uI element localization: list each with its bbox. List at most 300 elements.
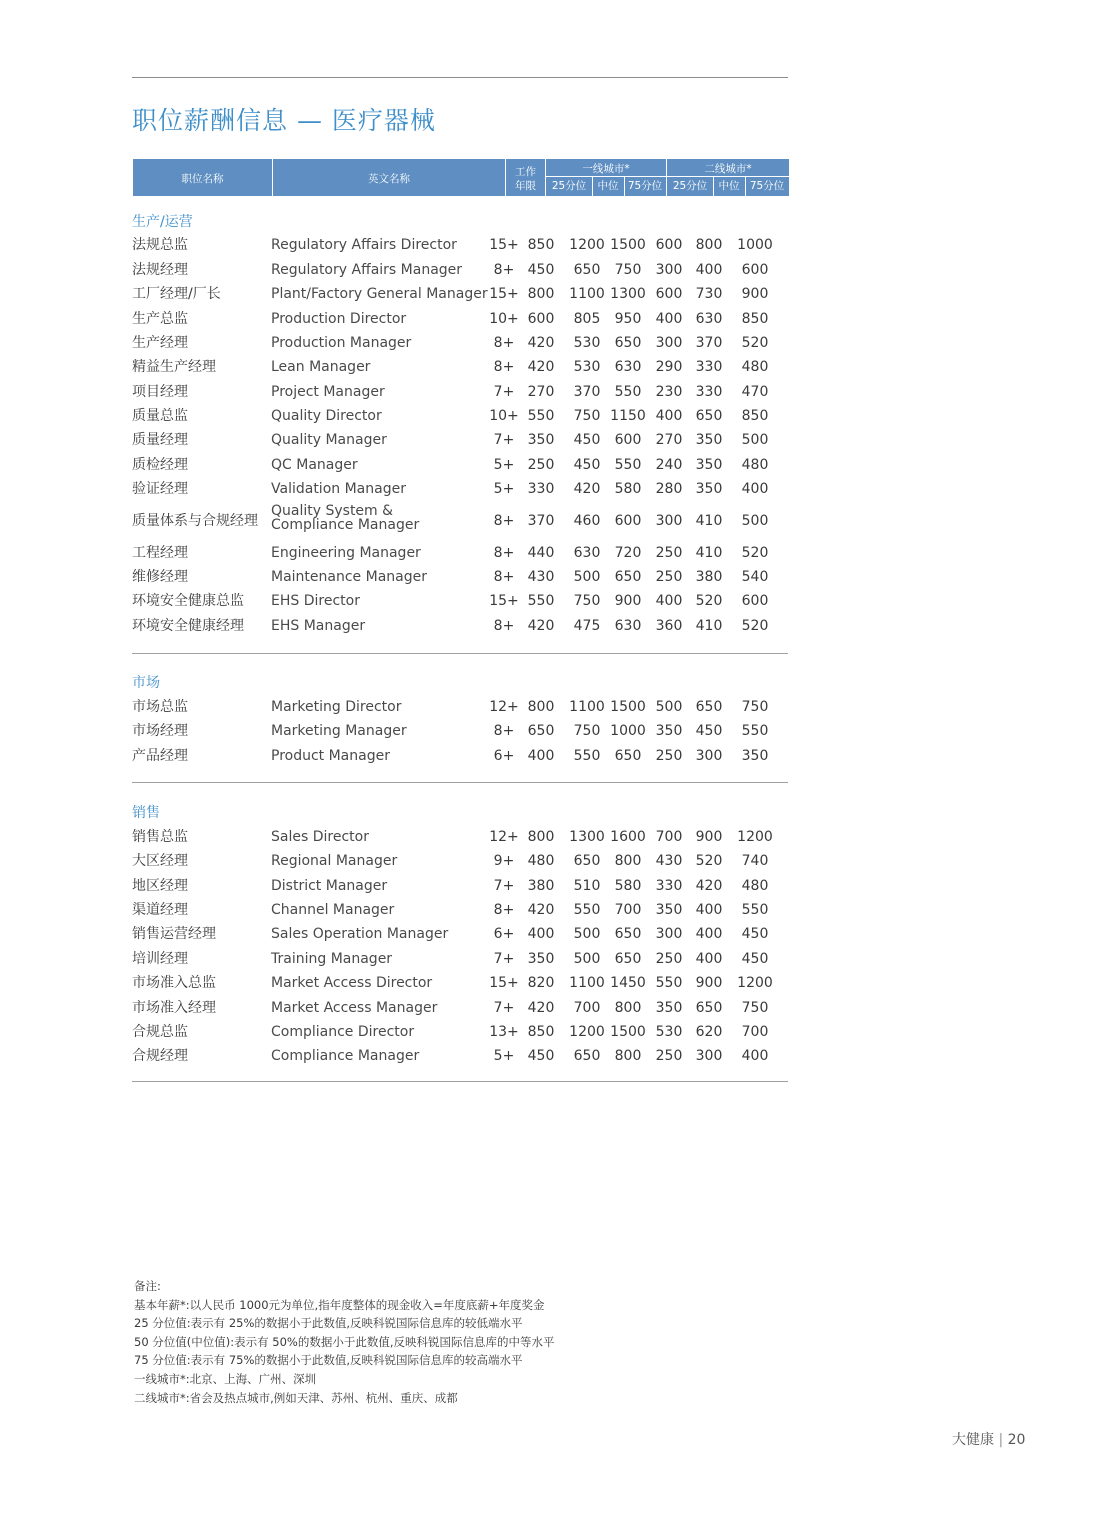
years-cell: 8+: [493, 618, 515, 634]
position-cn: 质量总监: [132, 408, 188, 424]
position-en-line: Lean Manager: [271, 359, 371, 375]
salary-cell: 1300: [610, 286, 646, 302]
salary-cell: 600: [614, 513, 642, 529]
salary-cell: 750: [741, 699, 769, 715]
salary-cell: 410: [695, 545, 723, 561]
salary-cell: 600: [741, 262, 769, 278]
salary-cell: 550: [573, 902, 601, 918]
position-en-line: Regional Manager: [271, 853, 398, 869]
salary-cell: 290: [655, 359, 683, 375]
years-cell: 13+: [489, 1024, 519, 1040]
table-row: [0, 544, 1102, 568]
salary-cell: 350: [741, 748, 769, 764]
years-cell: 10+: [489, 311, 519, 327]
salary-cell: 750: [573, 593, 601, 609]
salary-cell: 550: [527, 593, 555, 609]
position-en-line: Channel Manager: [271, 902, 395, 918]
table-row: [0, 698, 1102, 722]
section-title: 销售: [132, 805, 160, 821]
header-t2-median: 中位: [718, 180, 740, 192]
table-row: [0, 261, 1102, 285]
header-t1-p75: 75分位: [627, 180, 663, 192]
header-t2-p75: 75分位: [749, 180, 785, 192]
salary-cell: 650: [695, 408, 723, 424]
years-cell: 8+: [493, 723, 515, 739]
position-en-line: Regulatory Affairs Manager: [271, 262, 463, 278]
position-en: [271, 407, 382, 425]
header-en-name: 英文名称: [368, 173, 410, 185]
salary-cell: 820: [527, 975, 555, 991]
salary-cell: 440: [527, 545, 555, 561]
salary-cell: 350: [695, 432, 723, 448]
salary-cell: 540: [741, 569, 769, 585]
years-cell: 8+: [493, 569, 515, 585]
salary-cell: 420: [527, 618, 555, 634]
salary-cell: 360: [655, 618, 683, 634]
position-en-line: Market Access Manager: [271, 1000, 438, 1016]
note-line: 二线城市*:省会及热点城市,例如天津、苏州、杭州、重庆、成都: [134, 1390, 458, 1405]
position-cn: 精益生产经理: [132, 359, 216, 375]
position-en: [271, 568, 427, 586]
salary-cell: 350: [695, 481, 723, 497]
years-cell: 8+: [493, 513, 515, 529]
years-cell: 7+: [493, 878, 515, 894]
years-cell: 8+: [493, 262, 515, 278]
table-row: [0, 852, 1102, 876]
position-en: [271, 285, 488, 303]
note-line: 75 分位值:表示有 75%的数据小于此数值,反映科锐国际信息库的较高端水平: [134, 1353, 523, 1368]
position-en: [271, 383, 385, 401]
salary-cell: 400: [695, 951, 723, 967]
salary-cell: 850: [741, 311, 769, 327]
table-row: [0, 722, 1102, 746]
note-line: 25 分位值:表示有 25%的数据小于此数值,反映科锐国际信息库的较低端水平: [134, 1316, 523, 1331]
position-cn: 渠道经理: [132, 902, 188, 918]
salary-cell: 530: [655, 1024, 683, 1040]
years-cell: 8+: [493, 545, 515, 561]
salary-cell: 250: [655, 1048, 683, 1064]
table-row: [0, 431, 1102, 455]
salary-cell: 480: [527, 853, 555, 869]
salary-cell: 600: [655, 237, 683, 253]
salary-cell: 730: [695, 286, 723, 302]
salary-cell: 650: [614, 569, 642, 585]
position-en: [271, 480, 406, 498]
page-footer: [952, 1429, 1025, 1449]
salary-cell: 600: [741, 593, 769, 609]
salary-cell: 700: [573, 1000, 601, 1016]
position-en: [271, 334, 411, 352]
position-en: [271, 544, 421, 562]
salary-cell: 350: [695, 457, 723, 473]
header-tier1: 一线城市*: [582, 163, 630, 175]
header-t1-p25: 25分位: [551, 180, 587, 192]
table-row: [0, 950, 1102, 974]
position-en-line: Marketing Director: [271, 699, 402, 715]
header-divider: [713, 177, 714, 196]
table-row: [0, 747, 1102, 771]
salary-cell: 270: [527, 384, 555, 400]
salary-cell: 850: [741, 408, 769, 424]
salary-cell: 400: [527, 748, 555, 764]
salary-cell: 300: [655, 335, 683, 351]
salary-cell: 580: [614, 481, 642, 497]
salary-cell: 1200: [737, 829, 773, 845]
position-cn: 生产经理: [132, 335, 188, 351]
position-en-line: Sales Operation Manager: [271, 926, 449, 942]
salary-cell: 1100: [569, 699, 605, 715]
position-en-line: Marketing Manager: [271, 723, 407, 739]
salary-cell: 300: [655, 513, 683, 529]
position-en-line: Production Manager: [271, 335, 412, 351]
salary-cell: 300: [695, 1048, 723, 1064]
position-en: [271, 901, 394, 919]
header-divider: [745, 177, 746, 196]
salary-cell: 1000: [610, 723, 646, 739]
years-cell: 6+: [493, 926, 515, 942]
salary-cell: 550: [614, 384, 642, 400]
salary-cell: 530: [573, 359, 601, 375]
salary-cell: 800: [695, 237, 723, 253]
position-en: [271, 310, 406, 328]
position-en-line: Compliance Director: [271, 1024, 415, 1040]
salary-cell: 1500: [610, 699, 646, 715]
salary-cell: 750: [614, 262, 642, 278]
note-line: 一线城市*:北京、上海、广州、深圳: [134, 1371, 317, 1386]
salary-cell: 410: [695, 513, 723, 529]
salary-cell: 470: [741, 384, 769, 400]
salary-cell: 380: [527, 878, 555, 894]
position-cn: 维修经理: [132, 569, 188, 585]
position-en: [271, 617, 365, 635]
salary-cell: 650: [614, 951, 642, 967]
position-en-line: Production Director: [271, 311, 407, 327]
table-row: [0, 877, 1102, 901]
salary-cell: 450: [695, 723, 723, 739]
table-row: [0, 828, 1102, 852]
years-cell: 15+: [489, 975, 519, 991]
years-cell: 12+: [489, 699, 519, 715]
position-cn: 工厂经理/厂长: [132, 286, 221, 302]
salary-cell: 720: [614, 545, 642, 561]
salary-cell: 500: [573, 926, 601, 942]
position-cn: 法规总监: [132, 237, 188, 253]
position-cn: 市场总监: [132, 699, 188, 715]
section-divider: [132, 1081, 788, 1082]
years-cell: 15+: [489, 593, 519, 609]
years-cell: 7+: [493, 1000, 515, 1016]
table-row: [0, 334, 1102, 358]
salary-cell: 520: [695, 853, 723, 869]
position-en: [271, 950, 392, 968]
years-cell: 8+: [493, 359, 515, 375]
header-cn-name: 职位名称: [181, 173, 224, 185]
salary-cell: 1300: [569, 829, 605, 845]
salary-cell: 450: [741, 951, 769, 967]
salary-cell: 370: [527, 513, 555, 529]
position-cn: 合规经理: [132, 1048, 188, 1064]
salary-cell: 1200: [569, 237, 605, 253]
salary-cell: 650: [614, 748, 642, 764]
header-years-line1: 工作: [515, 166, 536, 178]
position-en: [271, 877, 387, 895]
page-number: 20: [1007, 1432, 1026, 1448]
position-cn: 地区经理: [132, 878, 188, 894]
position-en: [271, 1023, 414, 1041]
note-line: 基本年薪*:以人民币 1000元为单位,指年度整体的现金收入=年度底薪+年度奖金: [134, 1297, 545, 1312]
salary-cell: 510: [573, 878, 601, 894]
table-row: [0, 1047, 1102, 1071]
position-en: [271, 999, 437, 1017]
salary-cell: 420: [527, 1000, 555, 1016]
salary-cell: 620: [695, 1024, 723, 1040]
salary-cell: 500: [655, 699, 683, 715]
position-en: [271, 852, 397, 870]
salary-cell: 630: [695, 311, 723, 327]
table-row: [0, 925, 1102, 949]
position-cn: 环境安全健康经理: [132, 618, 244, 634]
years-cell: 10+: [489, 408, 519, 424]
salary-cell: 475: [573, 618, 601, 634]
salary-cell: 370: [695, 335, 723, 351]
position-cn: 质量体系与合规经理: [132, 513, 258, 529]
salary-cell: 250: [655, 569, 683, 585]
salary-cell: 1600: [610, 829, 646, 845]
position-en: [271, 431, 387, 449]
salary-cell: 800: [527, 829, 555, 845]
salary-cell: 650: [695, 1000, 723, 1016]
position-en-line: Validation Manager: [271, 481, 406, 497]
salary-cell: 1500: [610, 1024, 646, 1040]
salary-cell: 420: [527, 335, 555, 351]
salary-cell: 400: [741, 481, 769, 497]
top-rule: [132, 77, 788, 78]
table-row: [0, 285, 1102, 309]
years-cell: 12+: [489, 829, 519, 845]
salary-cell: 700: [655, 829, 683, 845]
table-row: [0, 901, 1102, 925]
position-cn: 合规总监: [132, 1024, 188, 1040]
salary-cell: 230: [655, 384, 683, 400]
salary-cell: 500: [573, 569, 601, 585]
position-en: [271, 456, 358, 474]
table-row: [0, 236, 1102, 260]
header-t1-median: 中位: [597, 180, 619, 192]
years-cell: 5+: [493, 457, 515, 473]
salary-cell: 650: [614, 335, 642, 351]
salary-cell: 460: [573, 513, 601, 529]
salary-cell: 450: [573, 457, 601, 473]
salary-cell: 250: [527, 457, 555, 473]
salary-cell: 550: [573, 748, 601, 764]
salary-cell: 750: [573, 408, 601, 424]
position-cn: 销售总监: [132, 829, 188, 845]
table-row: [0, 310, 1102, 334]
salary-cell: 800: [527, 286, 555, 302]
header-divider: [592, 177, 593, 196]
table-row: [0, 358, 1102, 382]
salary-cell: 750: [741, 1000, 769, 1016]
header-tier2: 二线城市*: [704, 163, 752, 175]
years-cell: 5+: [493, 481, 515, 497]
position-en: [271, 722, 407, 740]
position-en: [271, 925, 448, 943]
note-line: 备注:: [134, 1279, 161, 1293]
salary-cell: 520: [741, 335, 769, 351]
salary-cell: 420: [573, 481, 601, 497]
note-line: 50 分位值(中位值):表示有 50%的数据小于此数值,反映科锐国际信息库的中等水平: [134, 1334, 555, 1349]
position-en-line: Engineering Manager: [271, 545, 421, 561]
years-cell: 8+: [493, 335, 515, 351]
salary-cell: 400: [655, 408, 683, 424]
position-en-line: Maintenance Manager: [271, 569, 427, 585]
position-en-line: District Manager: [271, 878, 388, 894]
salary-cell: 450: [741, 926, 769, 942]
section-title: 生产/运营: [132, 214, 193, 230]
salary-cell: 630: [614, 618, 642, 634]
years-cell: 15+: [489, 286, 519, 302]
salary-cell: 550: [655, 975, 683, 991]
salary-cell: 700: [741, 1024, 769, 1040]
salary-cell: 580: [614, 878, 642, 894]
salary-cell: 1450: [610, 975, 646, 991]
section-divider: [132, 653, 788, 654]
salary-cell: 630: [614, 359, 642, 375]
salary-cell: 500: [573, 951, 601, 967]
page-title: 职位薪酬信息 — 医疗器械: [132, 106, 436, 135]
table-row: [0, 592, 1102, 616]
salary-cell: 350: [655, 723, 683, 739]
salary-cell: 330: [655, 878, 683, 894]
salary-cell: 250: [655, 748, 683, 764]
position-en-line: Project Manager: [271, 384, 385, 400]
years-cell: 15+: [489, 237, 519, 253]
header-divider: [624, 177, 625, 196]
position-en: [271, 698, 401, 716]
salary-cell: 950: [614, 311, 642, 327]
salary-cell: 450: [573, 432, 601, 448]
salary-cell: 520: [741, 618, 769, 634]
position-en: [271, 828, 369, 846]
position-en: [271, 261, 462, 279]
position-cn: 大区经理: [132, 853, 188, 869]
position-en: [271, 592, 360, 610]
salary-cell: 1100: [569, 975, 605, 991]
position-en-line: Product Manager: [271, 748, 390, 764]
position-en-line: EHS Manager: [271, 618, 366, 634]
header-t2-p25: 25分位: [672, 180, 708, 192]
table-row: [0, 456, 1102, 480]
salary-cell: 400: [655, 593, 683, 609]
position-en: [271, 504, 419, 532]
salary-cell: 480: [741, 878, 769, 894]
salary-cell: 650: [573, 853, 601, 869]
notes: [134, 1277, 555, 1407]
salary-cell: 250: [655, 545, 683, 561]
salary-cell: 700: [614, 902, 642, 918]
salary-cell: 480: [741, 457, 769, 473]
position-en: [271, 747, 390, 765]
salary-cell: 800: [614, 1048, 642, 1064]
table-row: [0, 407, 1102, 431]
position-cn: 市场准入总监: [132, 975, 216, 991]
salary-cell: 800: [527, 699, 555, 715]
position-cn: 产品经理: [132, 748, 188, 764]
salary-cell: 280: [655, 481, 683, 497]
salary-cell: 250: [655, 951, 683, 967]
salary-cell: 350: [655, 1000, 683, 1016]
years-cell: 7+: [493, 384, 515, 400]
salary-cell: 1000: [737, 237, 773, 253]
salary-cell: 330: [695, 384, 723, 400]
position-cn: 市场经理: [132, 723, 188, 739]
table-row: [0, 617, 1102, 641]
salary-cell: 850: [527, 1024, 555, 1040]
table-row: [0, 383, 1102, 407]
salary-cell: 650: [695, 699, 723, 715]
position-en: [271, 1047, 419, 1065]
years-cell: 7+: [493, 951, 515, 967]
salary-cell: 550: [741, 902, 769, 918]
salary-cell: 805: [573, 311, 601, 327]
salary-cell: 420: [695, 878, 723, 894]
salary-cell: 800: [614, 1000, 642, 1016]
table-row: [0, 1023, 1102, 1047]
salary-cell: 520: [695, 593, 723, 609]
salary-cell: 900: [741, 286, 769, 302]
salary-cell: 400: [741, 1048, 769, 1064]
salary-cell: 520: [741, 545, 769, 561]
salary-cell: 240: [655, 457, 683, 473]
salary-cell: 450: [527, 262, 555, 278]
position-en-line: Regulatory Affairs Director: [271, 237, 457, 253]
salary-cell: 650: [573, 262, 601, 278]
footer-label: 大健康: [952, 1432, 994, 1448]
position-en-line: Sales Director: [271, 829, 369, 845]
salary-cell: 1200: [569, 1024, 605, 1040]
salary-cell: 750: [573, 723, 601, 739]
table-header: [133, 159, 789, 196]
salary-cell: 410: [695, 618, 723, 634]
table-row: [0, 974, 1102, 998]
salary-cell: 500: [741, 513, 769, 529]
salary-cell: 420: [527, 359, 555, 375]
salary-cell: 1100: [569, 286, 605, 302]
position-en-line: Training Manager: [271, 951, 393, 967]
position-en-line: Market Access Director: [271, 975, 433, 991]
years-cell: 7+: [493, 432, 515, 448]
position-cn: 项目经理: [132, 384, 188, 400]
salary-cell: 600: [655, 286, 683, 302]
position-en-line: QC Manager: [271, 457, 358, 473]
salary-cell: 550: [527, 408, 555, 424]
salary-cell: 400: [655, 311, 683, 327]
salary-cell: 300: [695, 748, 723, 764]
salary-cell: 330: [527, 481, 555, 497]
years-cell: 5+: [493, 1048, 515, 1064]
position-cn: 环境安全健康总监: [132, 593, 244, 609]
position-en-line: Quality Manager: [271, 432, 387, 448]
salary-cell: 380: [695, 569, 723, 585]
years-cell: 8+: [493, 902, 515, 918]
years-cell: 9+: [493, 853, 515, 869]
position-cn: 质量经理: [132, 432, 188, 448]
position-en-line: Compliance Manager: [271, 517, 420, 533]
salary-cell: 400: [695, 262, 723, 278]
position-en: [271, 358, 370, 376]
position-en: [271, 236, 457, 254]
salary-cell: 400: [695, 926, 723, 942]
